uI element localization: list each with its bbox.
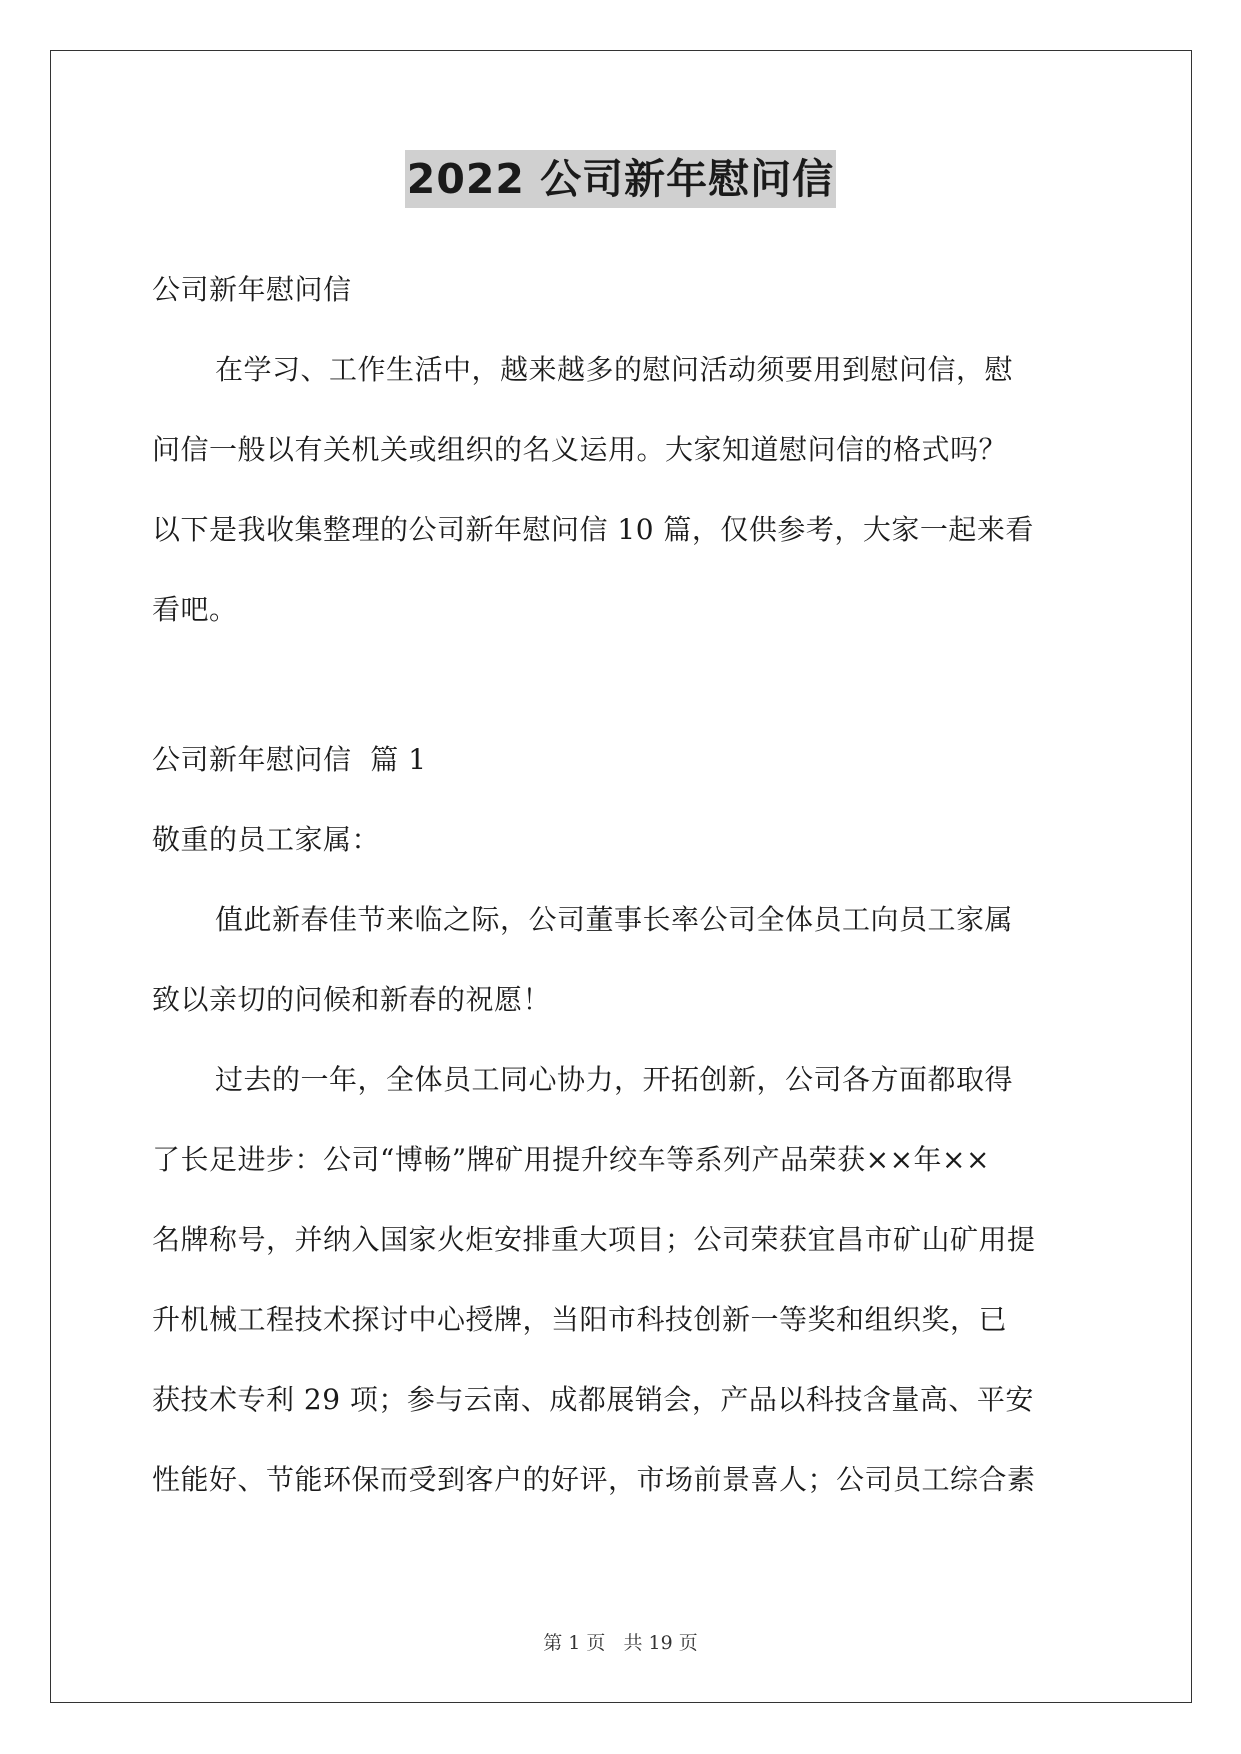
paragraph-line: 过去的一年，全体员工同心协力，开拓创新，公司各方面都取得: [215, 1063, 1014, 1096]
paragraph-line: 名牌称号，并纳入国家火炬安排重大项目；公司荣获宜昌市矿山矿用提: [152, 1223, 1036, 1256]
paragraph-line: 获技术专利 29 项；参与云南、成都展销会，产品以科技含量高、平安: [152, 1383, 1034, 1416]
intro-line: 问信一般以有关机关或组织的名义运用。大家知道慰问信的格式吗？: [152, 433, 1008, 466]
salutation: 敬重的员工家属：: [152, 823, 381, 856]
paragraph-line: 致以亲切的问候和新春的祝愿！: [152, 983, 552, 1016]
intro-line: 看吧。: [152, 593, 238, 626]
intro-line: 以下是我收集整理的公司新年慰问信 10 篇，仅供参考，大家一起来看: [152, 513, 1034, 546]
document-title: 2022 公司新年慰问信: [405, 150, 836, 208]
section-heading: 公司新年慰问信 篇 1: [152, 743, 427, 776]
document-subtitle: 公司新年慰问信: [152, 273, 352, 306]
paragraph-line: 值此新春佳节来临之际，公司董事长率公司全体员工向员工家属: [215, 903, 1014, 936]
paragraph-line: 升机械工程技术探讨中心授牌，当阳市科技创新一等奖和组织奖，已: [152, 1303, 1008, 1336]
section-spacer: [152, 650, 1092, 720]
intro-line: 在学习、工作生活中，越来越多的慰问活动须要用到慰问信，慰: [215, 353, 1014, 386]
paragraph-line: 了长足进步：公司“博畅”牌矿用提升绞车等系列产品荣获××年××: [152, 1143, 990, 1176]
page-footer: 第 1 页 共 19 页: [543, 1632, 698, 1654]
paragraph-line: 性能好、节能环保而受到客户的好评，市场前景喜人；公司员工综合素: [152, 1463, 1036, 1496]
document-body: [152, 250, 1092, 1520]
title-container: [0, 150, 1241, 208]
